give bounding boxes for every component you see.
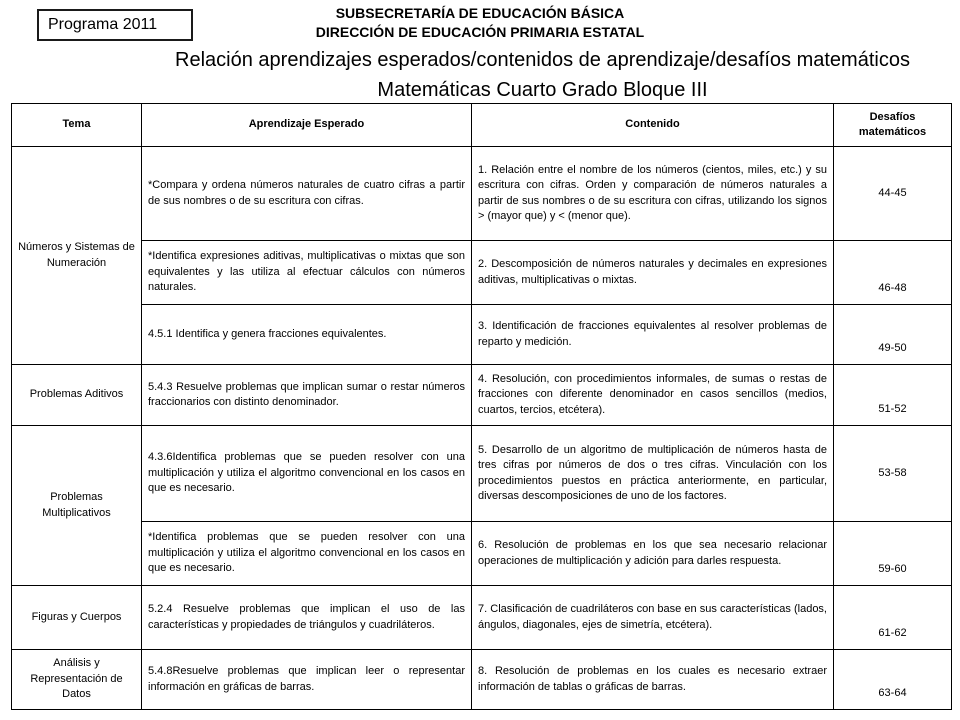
table-row	[12, 426, 952, 522]
header-line-1: SUBSECRETARÍA DE EDUCACIÓN BÁSICA	[335, 5, 625, 21]
desafios-cell: 61-62	[834, 586, 952, 650]
aprendizaje-cell: 5.4.8Resuelve problemas que implican leer o representar información en gráficas de barras.	[142, 650, 472, 710]
aprendizaje-cell: 5.4.3 Resuelve problemas que implican sumar o restar números fraccionarios con distinto denominador.	[142, 365, 472, 426]
table-row	[12, 586, 952, 650]
table-header-row	[12, 104, 952, 147]
tema-cell: Problemas Multiplicativos	[12, 426, 142, 586]
table-row	[12, 522, 952, 586]
contenido-cell: 7. Clasificación de cuadriláteros con base en sus características (lados, ángulos, diagonales, ejes de simetría, etcétera).	[472, 586, 834, 650]
header-desafios: Desafíos matemáticos	[834, 104, 952, 147]
page-subtitle: Matemáticas Cuarto Grado Bloque III	[377, 79, 708, 101]
contenido-cell: 6. Resolución de problemas en los que sea necesario relacionar operaciones de multiplicación y adición para darles respuesta.	[472, 522, 834, 586]
tema-cell: Problemas Aditivos	[12, 365, 142, 426]
header-tema: Tema	[12, 104, 142, 147]
aprendizaje-cell: *Identifica problemas que se pueden resolver con una multiplicación y utiliza el algoritmo convencional en los casos en que es necesario.	[142, 522, 472, 586]
header-line-2: DIRECCIÓN DE EDUCACIÓN PRIMARIA ESTATAL	[315, 24, 645, 40]
table-row	[12, 241, 952, 305]
contenido-cell: 3. Identificación de fracciones equivalentes al resolver problemas de reparto y medición.	[472, 305, 834, 365]
table-row	[12, 305, 952, 365]
page-title: Relación aprendizajes esperados/contenidos de aprendizaje/desafíos matemáticos	[175, 49, 910, 71]
desafios-cell: 44-45	[834, 147, 952, 241]
desafios-cell: 53-58	[834, 426, 952, 522]
curriculum-table	[11, 103, 952, 710]
tema-cell: Números y Sistemas de Numeración	[12, 147, 142, 365]
aprendizaje-cell: *Identifica expresiones aditivas, multiplicativas o mixtas que son equivalentes y las utiliza al efectuar cálculos con números naturales.	[142, 241, 472, 305]
desafios-cell: 59-60	[834, 522, 952, 586]
table-row	[12, 650, 952, 710]
contenido-cell: 2. Descomposición de números naturales y decimales en expresiones aditivas, multiplicativas o mixtas.	[472, 241, 834, 305]
aprendizaje-cell: 4.5.1 Identifica y genera fracciones equivalentes.	[142, 305, 472, 365]
program-badge: Programa 2011	[37, 9, 193, 41]
table-row	[12, 147, 952, 241]
contenido-cell: 4. Resolución, con procedimientos informales, de sumas o restas de fracciones con diferente denominador en casos sencillos (medios, cuartos, tercios, etcétera).	[472, 365, 834, 426]
tema-cell: Análisis y Representación de Datos	[12, 650, 142, 710]
desafios-cell: 49-50	[834, 305, 952, 365]
contenido-cell: 5. Desarrollo de un algoritmo de multiplicación de números hasta de tres cifras por números de dos o tres cifras. Vinculación con los procedimientos puestos en práctica anteriormente, en particular, diversas descomposiciones de uno de los factores.	[472, 426, 834, 522]
desafios-cell: 51-52	[834, 365, 952, 426]
aprendizaje-cell: *Compara y ordena números naturales de cuatro cifras a partir de sus nombres o de su escritura con cifras.	[142, 147, 472, 241]
header-aprendizaje: Aprendizaje Esperado	[142, 104, 472, 147]
contenido-cell: 8. Resolución de problemas en los cuales es necesario extraer información de tablas o gráficas de barras.	[472, 650, 834, 710]
header-contenido: Contenido	[472, 104, 834, 147]
desafios-cell: 46-48	[834, 241, 952, 305]
tema-cell: Figuras y Cuerpos	[12, 586, 142, 650]
aprendizaje-cell: 4.3.6Identifica problemas que se pueden resolver con una multiplicación y utiliza el algoritmo convencional en los casos en que es necesario.	[142, 426, 472, 522]
contenido-cell: 1. Relación entre el nombre de los números (cientos, miles, etc.) y su escritura con cifras. Orden y comparación de números naturales a partir de sus nombres o de su escritura con cifras, utilizando los signos > (mayor que) y < (menor que).	[472, 147, 834, 241]
aprendizaje-cell: 5.2.4 Resuelve problemas que implican el uso de las características y propiedades de triángulos y cuadriláteros.	[142, 586, 472, 650]
desafios-cell: 63-64	[834, 650, 952, 710]
table-row	[12, 365, 952, 426]
